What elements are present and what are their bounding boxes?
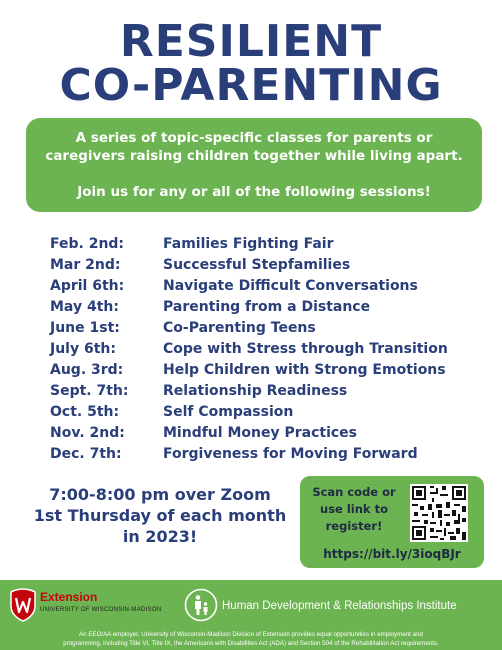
eeo-line-1: An EEO/AA employer, University of Wisconsin-Madison Division of Extension provides equal opportunities in employment and (79, 631, 423, 638)
uw-crest-icon (10, 588, 36, 622)
extension-label: Extension (40, 590, 98, 604)
session-date: Nov. 2nd: (50, 425, 125, 441)
qr-code-icon[interactable] (410, 484, 468, 542)
session-date: Sept. 7th: (50, 383, 129, 399)
session-title: Self Compassion (163, 404, 294, 420)
session-title: Forgiveness for Moving Forward (163, 446, 418, 462)
intro-banner (26, 118, 482, 212)
session-date: May 4th: (50, 299, 119, 315)
meeting-time: 7:00-8:00 pm over Zoom (49, 485, 271, 504)
session-title: Successful Stepfamilies (163, 257, 351, 273)
session-title: Relationship Readiness (163, 383, 348, 399)
session-date: Mar 2nd: (50, 257, 121, 273)
registration-link[interactable]: https://bit.ly/3ioqBJr (323, 547, 461, 561)
meeting-frequency: 1st Thursday of each month (33, 506, 287, 525)
banner-line-3: Join us for any or all of the following sessions! (77, 184, 431, 200)
session-date: Feb. 2nd: (50, 236, 125, 252)
schedule-row (50, 339, 470, 360)
session-date: Oct. 5th: (50, 404, 120, 420)
session-date: July 6th: (50, 341, 116, 357)
university-label: UNIVERSITY OF WISCONSIN-MADISON (40, 607, 162, 613)
meeting-year: in 2023! (122, 527, 198, 546)
footer-bar (0, 580, 502, 650)
session-title: Cope with Stress through Transition (163, 341, 448, 357)
session-title: Parenting from a Distance (163, 299, 371, 315)
schedule-row (50, 297, 470, 318)
title-line-2: CO-PARENTING (59, 60, 443, 111)
schedule-row (50, 444, 470, 465)
session-title: Help Children with Strong Emotions (163, 362, 446, 378)
schedule-row (50, 360, 470, 381)
schedule-row (50, 318, 470, 339)
session-schedule (50, 234, 470, 465)
session-date: Dec. 7th: (50, 446, 122, 462)
eeo-line-2: programming, including Title VI, Title IX, the Americans with Disabilities Act (ADA) and Section 504 of the Rehabilitation Act requirements. (63, 640, 439, 647)
registration-instructions (308, 484, 400, 535)
title-line-1: RESILIENT (119, 16, 383, 67)
session-title: Families Fighting Fair (163, 236, 334, 252)
instruction-line-2: use link to (320, 502, 388, 516)
banner-line-2: caregivers raising children together while living apart. (45, 148, 463, 164)
schedule-row (50, 381, 470, 402)
session-date: Aug. 3rd: (50, 362, 124, 378)
schedule-row (50, 255, 470, 276)
institute-name: Human Development & Relationships Institute (222, 600, 457, 612)
schedule-row (50, 234, 470, 255)
session-title: Navigate Difficult Conversations (163, 278, 418, 294)
schedule-row (50, 423, 470, 444)
banner-line-1: A series of topic-specific classes for parents or (75, 130, 433, 146)
instruction-line-1: Scan code or (312, 485, 396, 499)
family-icon (184, 588, 218, 622)
eeo-statement (4, 630, 498, 648)
session-title: Co-Parenting Teens (163, 320, 316, 336)
registration-box (300, 476, 484, 568)
schedule-row (50, 402, 470, 423)
meeting-info (26, 484, 294, 547)
session-date: April 6th: (50, 278, 125, 294)
session-title: Mindful Money Practices (163, 425, 357, 441)
schedule-row (50, 276, 470, 297)
instruction-line-3: register! (325, 519, 383, 533)
session-date: June 1st: (50, 320, 120, 336)
